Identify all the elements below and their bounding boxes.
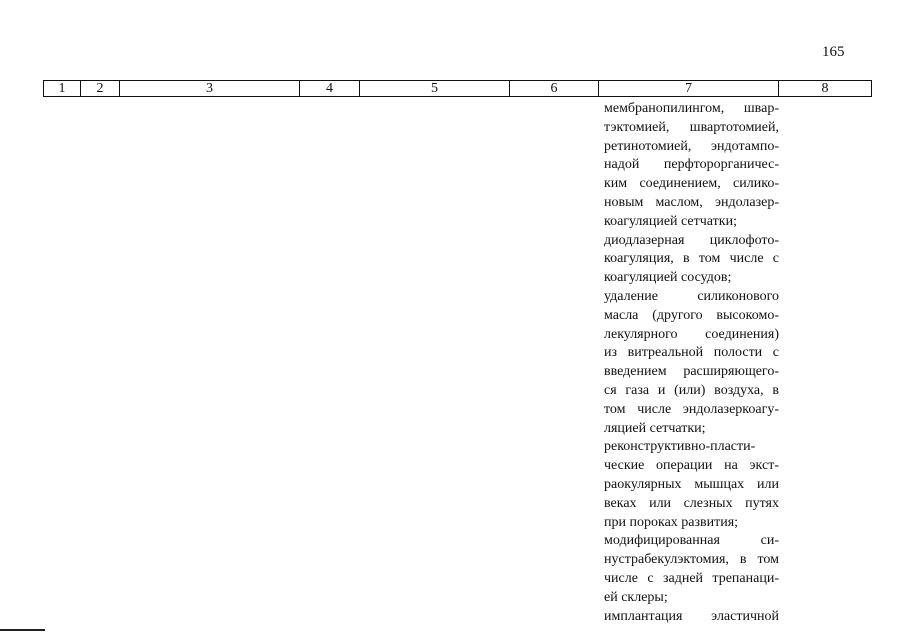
text-line: масла (другого высокомо- <box>604 307 779 323</box>
text-line: раокулярных мышцах или <box>604 476 779 492</box>
column-7-text <box>604 100 779 626</box>
column-number-3: 3 <box>120 81 300 97</box>
text-line: из витреальной полости с <box>604 345 779 361</box>
column-number-6: 6 <box>510 81 599 97</box>
text-line: реконструктивно-пласти- <box>604 439 756 455</box>
text-line: имплантация эластичной <box>604 608 779 624</box>
text-line: мембранопилингом, швар- <box>604 101 779 116</box>
text-line: тэктомией, швартотомией, <box>604 119 779 135</box>
text-line: коагуляция, в том числе с <box>604 251 779 267</box>
text-line: диодлазерная циклофото- <box>604 232 779 248</box>
page-edge-mark <box>0 629 45 631</box>
text-line: удаление силиконового <box>604 288 779 304</box>
text-line: том числе эндолазеркоагу- <box>604 401 779 417</box>
text-line: коагуляцией сосудов; <box>604 270 732 286</box>
text-line: при пороках развития; <box>604 514 739 530</box>
page-number: 165 <box>822 44 845 60</box>
text-line: ей склеры; <box>604 589 668 605</box>
text-line: модифицированная си- <box>604 533 779 549</box>
column-number-4: 4 <box>300 81 360 97</box>
text-line: лекулярного соединения) <box>604 326 779 342</box>
text-line: ческие операции на экст- <box>604 458 779 474</box>
column-number-5: 5 <box>360 81 510 97</box>
text-line: введением расширяющего- <box>604 364 779 380</box>
text-line: ся газа и (или) воздуха, в <box>604 382 779 398</box>
text-line: числе с задней трепанаци- <box>604 570 779 586</box>
text-line: веках или слезных путях <box>604 495 779 511</box>
text-line: коагуляцией сетчатки; <box>604 213 737 229</box>
text-line: ляцией сетчатки; <box>604 420 706 436</box>
column-number-2: 2 <box>81 81 120 97</box>
column-number-7: 7 <box>599 81 779 97</box>
text-line: нустрабекулэктомия, в том <box>604 552 779 568</box>
text-line: новым маслом, эндолазер- <box>604 194 779 210</box>
column-number-header <box>43 80 872 97</box>
column-number-1: 1 <box>44 81 81 97</box>
text-line: ретинотомией, эндотампо- <box>604 138 779 154</box>
text-line: ким соединением, силико- <box>604 176 779 192</box>
column-number-8: 8 <box>779 81 872 97</box>
text-line: надой перфторорганичес- <box>604 157 779 173</box>
